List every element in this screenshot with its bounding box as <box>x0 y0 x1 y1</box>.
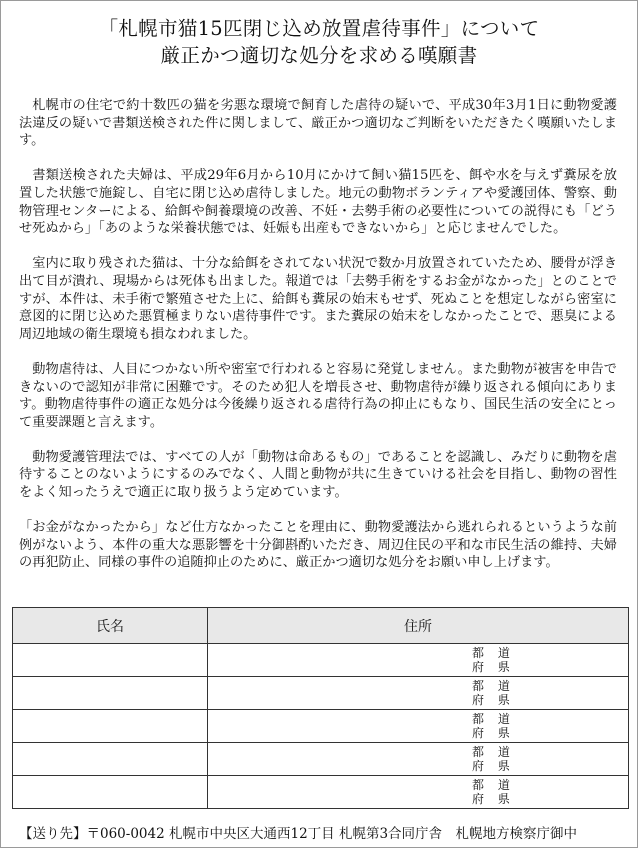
address-field[interactable] <box>208 644 629 677</box>
title-line-2: 厳正かつ適切な処分を求める嘆願書 <box>160 44 478 67</box>
prefecture-line-2: 府 県 <box>472 660 515 674</box>
prefecture-label <box>472 778 628 806</box>
prefecture-label <box>472 646 628 674</box>
prefecture-line-1: 都 道 <box>472 712 515 726</box>
name-field[interactable] <box>13 677 208 710</box>
prefecture-line-2: 府 県 <box>472 693 515 707</box>
paragraph-intro: 札幌市の住宅で約十数匹の猫を劣悪な環境で飼育した虐待の疑いで、平成30年3月1日に動物愛護法違反の疑いで書類送検された件に関しまして、厳正かつ適切なご判断をいただきたく嘆願いたします。 <box>19 98 617 149</box>
prefecture-line-2: 府 県 <box>472 759 515 773</box>
prefecture-label <box>472 679 628 707</box>
prefecture-line-1: 都 道 <box>472 778 515 792</box>
petition-body <box>19 97 617 590</box>
address-field[interactable] <box>208 677 629 710</box>
signature-table-header <box>13 608 629 644</box>
paragraph-request: 「お金がなかったから」など仕方なかったことを理由に、動物愛護法から逃れられるというような前例がないよう、本件の重大な悪影響を十分御斟酌いただき、周辺住民の平和な市民生活の維持、夫婦の再犯防止、同様の事件の追随抑止のために、厳正かつ適切な処分をお願い申し上げます。 <box>19 520 617 571</box>
mailing-address: 【送り先】〒060-0042 札幌市中央区大通西12丁目 札幌第3合同庁舎 札幌地方検察庁御中 <box>19 826 578 842</box>
signature-row <box>13 776 629 809</box>
signature-row <box>13 677 629 710</box>
address-column-header: 住所 <box>208 608 629 644</box>
name-field[interactable] <box>13 776 208 809</box>
signature-row <box>13 743 629 776</box>
name-column-header: 氏名 <box>13 608 208 644</box>
signature-row <box>13 710 629 743</box>
paragraph-incident: 書類送検された夫婦は、平成29年6月から10月にかけて飼い猫15匹を、餌や水を与えず糞尿を放置した状態で施錠し、自宅に閉じ込め虐待しました。地元の動物ボランティアや愛護団体、警察、動物管理センターによる、給餌や飼養環境の改善、不妊・去勢手術の必要性についての説得にも「どうせ死ぬから」「あのような栄養状態では、妊娠も出産もできないから」と応じませんでした。 <box>19 168 617 237</box>
name-field[interactable] <box>13 644 208 677</box>
paragraph-law: 動物愛護管理法では、すべての人が「動物は命あるもの」であることを認識し、みだりに動物を虐待することのないようにするのみでなく、人間と動物が共に生きていける社会を目指し、動物の習性をよく知ったうえで適正に取り扱うよう定めています。 <box>19 449 617 501</box>
paragraph-conditions: 室内に取り残された猫は、十分な給餌をされてない状況で数か月放置されていたため、腰骨が浮き出て目が潰れ、現場からは死体も出ました。報道では「去勢手術をするお金がなかった」とのことですが、本件は、未手術で繁殖させた上に、給餌も糞尿の始末もせず、死ぬことを想定しながら密室に意図的に閉じ込めた悪質極まりない虐待事件です。また糞尿の始末をしなかったことで、悪臭による周辺地域の衛生環境も損なわれました。 <box>19 256 617 342</box>
title-line-1: 「札幌市猫15匹閉じ込め放置虐待事件」について <box>98 17 540 40</box>
document-title <box>1 15 637 69</box>
name-field[interactable] <box>13 710 208 743</box>
signature-row <box>13 644 629 677</box>
prefecture-line-2: 府 県 <box>472 792 515 806</box>
signature-table <box>12 607 629 809</box>
address-field[interactable] <box>208 743 629 776</box>
prefecture-line-2: 府 県 <box>472 726 515 740</box>
prefecture-label <box>472 745 628 773</box>
prefecture-line-1: 都 道 <box>472 646 515 660</box>
prefecture-line-1: 都 道 <box>472 679 515 693</box>
paragraph-abuse-nature: 動物虐待は、人目につかない所や密室で行われると容易に発覚しません。また動物が被害を申告できないので認知が非常に困難です。そのため犯人を増長させ、動物虐待が繰り返される傾向にあります。動物虐待事件の適正な処分は今後繰り返される虐待行為の抑止にもなり、国民生活の安全にとって重要課題と言えます。 <box>19 361 617 430</box>
name-field[interactable] <box>13 743 208 776</box>
prefecture-line-1: 都 道 <box>472 745 515 759</box>
address-field[interactable] <box>208 710 629 743</box>
prefecture-label <box>472 712 628 740</box>
address-field[interactable] <box>208 776 629 809</box>
